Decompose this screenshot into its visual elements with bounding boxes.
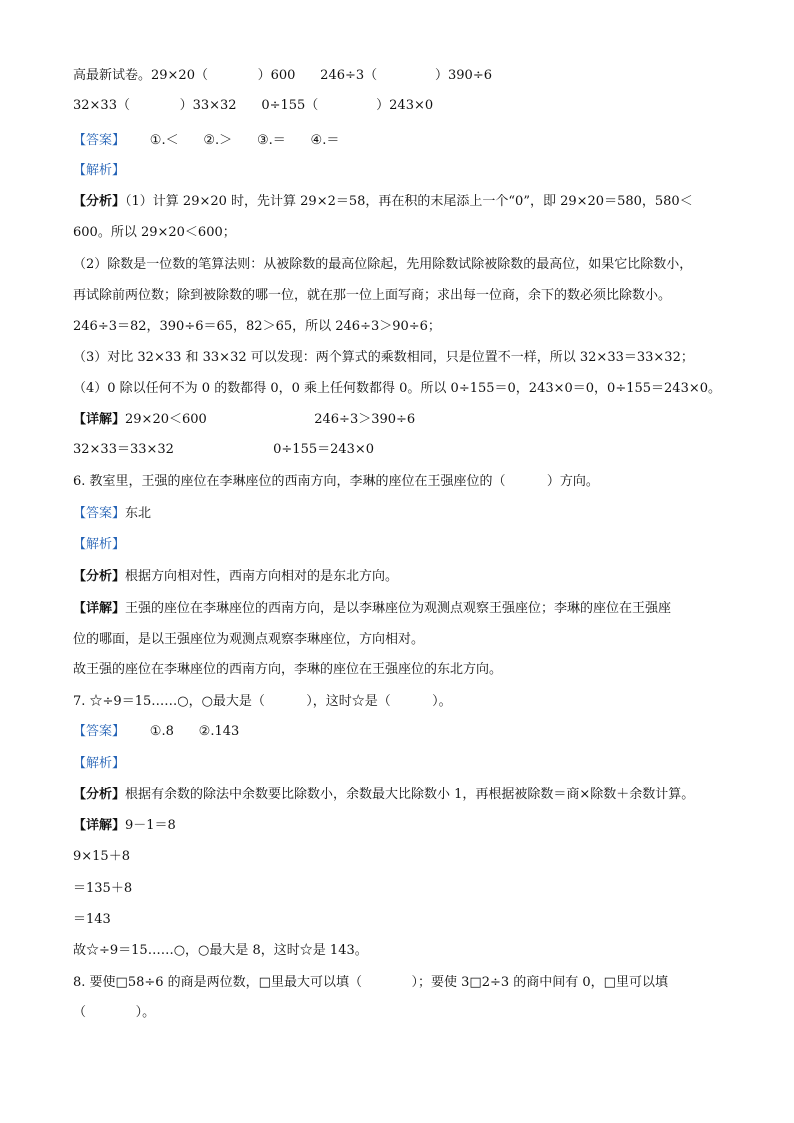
- text-line: [73, 319, 754, 335]
- text-line: [73, 849, 754, 865]
- section-label: 【详解】: [73, 818, 126, 833]
- line-text: 东北: [125, 506, 152, 521]
- text-line: [73, 288, 754, 304]
- text-line: [73, 381, 754, 397]
- line-text: 再试除前两位数；除到被除数的哪一位，就在那一位上面写商；求出每一位商，余下的数必须比除数小。: [73, 288, 672, 303]
- line-text: 9×15＋8: [73, 849, 130, 864]
- text-line: [73, 724, 754, 740]
- section-label: 【分析】: [73, 787, 126, 802]
- text-line: [73, 194, 754, 210]
- text-line: [73, 474, 754, 490]
- line-text: ＝135＋8: [73, 881, 133, 896]
- line-text: 位的哪面，是以王强座位为观测点观察李琳座位，方向相对。: [73, 632, 425, 647]
- section-tag: 【解析】: [73, 537, 126, 552]
- line-text: ＝143: [73, 912, 111, 927]
- line-text: 根据方向相对性，西南方向相对的是东北方向。: [125, 569, 399, 584]
- text-line: [73, 912, 754, 928]
- line-text: 32×33＝33×32 0÷155＝243×0: [73, 442, 375, 457]
- text-line: [73, 68, 754, 84]
- section-tag: 【解析】: [73, 756, 126, 771]
- text-line: [73, 98, 754, 114]
- text-line: [73, 787, 754, 803]
- line-text: （4）0 除以任何不为 0 的数都得 0，0 乘上任何数都得 0。所以 0÷155＝0，243×0＝0，0÷155＝243×0。: [73, 381, 722, 396]
- text-line: [73, 569, 754, 585]
- line-text: 9－1＝8: [125, 818, 176, 833]
- line-text: （3）对比 32×33 和 33×32 可以发现：两个算式的乘数相同，只是位置不一样，所以 32×33＝33×32；: [73, 350, 694, 365]
- text-line: [73, 537, 754, 553]
- section-tag: 【答案】: [73, 724, 126, 739]
- text-line: [73, 694, 754, 710]
- section-label: 【分析】: [73, 194, 126, 209]
- text-line: [73, 943, 754, 959]
- text-line: [73, 225, 754, 241]
- text-line: [73, 756, 754, 772]
- text-line: [73, 818, 754, 834]
- line-text: 32×33（ ）33×32 0÷155（ ）243×0: [73, 98, 434, 113]
- text-line: [73, 133, 754, 149]
- section-label: 【分析】: [73, 569, 126, 584]
- line-text: 246÷3＝82，390÷6＝65，82＞65，所以 246÷3＞90÷6；: [73, 319, 441, 334]
- line-text: 根据有余数的除法中余数要比除数小，余数最大比除数小 1，再根据被除数＝商×除数＋余数计算。: [125, 787, 695, 802]
- section-label: 【详解】: [73, 412, 126, 427]
- text-line: [73, 412, 754, 428]
- line-text: 7. ☆÷9＝15……○，○最大是（ ），这时☆是（ ）。: [73, 694, 452, 709]
- text-line: [73, 506, 754, 522]
- line-text: 6. 教室里，王强的座位在李琳座位的西南方向，李琳的座位在王强座位的（ ）方向。: [73, 474, 599, 489]
- line-text: 高最新试卷。29×20（ ）600 246÷3（ ）390÷6: [73, 68, 492, 83]
- line-text: 故☆÷9＝15……○，○最大是 8，这时☆是 143。: [73, 943, 368, 958]
- line-text: （ ）。: [73, 1005, 156, 1020]
- text-line: [73, 601, 754, 617]
- text-line: [73, 257, 754, 273]
- line-text: 故王强的座位在李琳座位的西南方向，李琳的座位在王强座位的东北方向。: [73, 662, 503, 677]
- line-text: ①.＜ ②.＞ ③.＝ ④.＝: [125, 133, 340, 148]
- text-line: [73, 632, 754, 648]
- line-text: 王强的座位在李琳座位的西南方向，是以李琳座位为观测点观察王强座位；李琳的座位在王强座: [125, 601, 672, 616]
- text-line: [73, 881, 754, 897]
- text-line: [73, 662, 754, 678]
- text-line: [73, 350, 754, 366]
- text-line: [73, 1005, 754, 1021]
- text-line: [73, 975, 754, 991]
- section-tag: 【解析】: [73, 163, 126, 178]
- section-label: 【详解】: [73, 601, 126, 616]
- text-line: [73, 442, 754, 458]
- line-text: （2）除数是一位数的笔算法则：从被除数的最高位除起，先用除数试除被除数的最高位，如果它比除数小，: [73, 257, 693, 272]
- line-text: ①.8 ②.143: [125, 724, 240, 739]
- text-line: [73, 163, 754, 179]
- section-tag: 【答案】: [73, 506, 126, 521]
- line-text: （1）计算 29×20 时，先计算 29×2＝58，再在积的末尾添上一个“0”，即 29×20＝580，580＜: [125, 194, 693, 209]
- line-text: 600。所以 29×20＜600；: [73, 225, 236, 240]
- line-text: 8. 要使□58÷6 的商是两位数，□里最大可以填（ ）；要使 3□2÷3 的商中间有 0，□里可以填: [73, 975, 668, 990]
- line-text: 29×20＜600 246÷3＞390÷6: [125, 412, 416, 427]
- section-tag: 【答案】: [73, 133, 126, 148]
